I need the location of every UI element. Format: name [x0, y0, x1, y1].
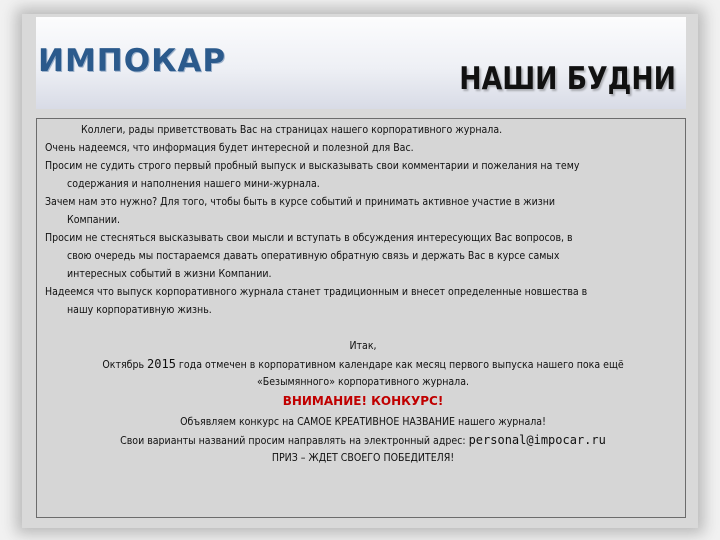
- october-line: [45, 355, 681, 374]
- paragraph-discuss-line1: Просим не стесняться высказывать свои мысли и вступать в обсуждения интересующих Вас вопросов, в: [45, 232, 573, 244]
- paragraph-tradition-line1: Надеемся что выпуск корпоративного журнала станет традиционным и внесет определенные новшества в: [45, 286, 588, 298]
- email-address: personal@impocar.ru: [468, 433, 606, 447]
- paragraph-discuss-line2: свою очередь мы постараемся давать оперативную обратную связь и держать Вас в курсе самых: [67, 250, 560, 262]
- paragraph-why-line2: Компании.: [67, 214, 121, 226]
- paragraph-why-line1: Зачем нам это нужно? Для того, чтобы быть в курсе событий и принимать активное участие в жизни: [45, 196, 556, 208]
- paragraph-tradition-line2: нашу корпоративную жизнь.: [67, 304, 212, 316]
- header-banner: [36, 17, 686, 109]
- paragraph-discuss-line3: интересных событий в жизни Компании.: [67, 268, 272, 280]
- email-line: [45, 431, 681, 450]
- email-prefix: Свои варианты названий просим направлять на электронный адрес:: [120, 435, 469, 447]
- prize-line: ПРИЗ – ЖДЕТ СВОЕГО ПОБЕДИТЕЛЯ!: [271, 452, 455, 464]
- contest-announcement: Объявляем конкурс на САМОЕ КРЕАТИВНОЕ НАЗВАНИЕ нашего журнала!: [180, 416, 546, 428]
- paragraph-greeting: [45, 121, 681, 139]
- nameless-line: «Безымянного» корпоративного журнала.: [256, 376, 470, 388]
- paragraph-request-line1: Просим не судить строго первый пробный выпуск и высказывать свои комментарии и пожелания на тему: [45, 160, 580, 172]
- content-box: [36, 118, 686, 518]
- page-title: НАШИ БУДНИ: [459, 61, 676, 97]
- so-line: Итак,: [349, 340, 377, 352]
- company-logo: ИМПОКАР: [38, 43, 227, 79]
- october-suffix: года отмечен в корпоративном календаре как месяц первого выпуска нашего пока ещё: [175, 359, 624, 371]
- greeting-text: Коллеги, рады приветствовать Вас на страницах нашего корпоративного журнала.: [81, 124, 503, 136]
- october-prefix: Октябрь: [102, 359, 148, 371]
- october-year: 2015: [147, 357, 176, 371]
- paragraph-hope: Очень надеемся, что информация будет интересной и полезной для Вас.: [45, 142, 414, 154]
- contest-attention: ВНИМАНИЕ! КОНКУРС!: [282, 394, 444, 408]
- paragraph-request-line2: содержания и наполнения нашего мини-журнала.: [67, 178, 320, 190]
